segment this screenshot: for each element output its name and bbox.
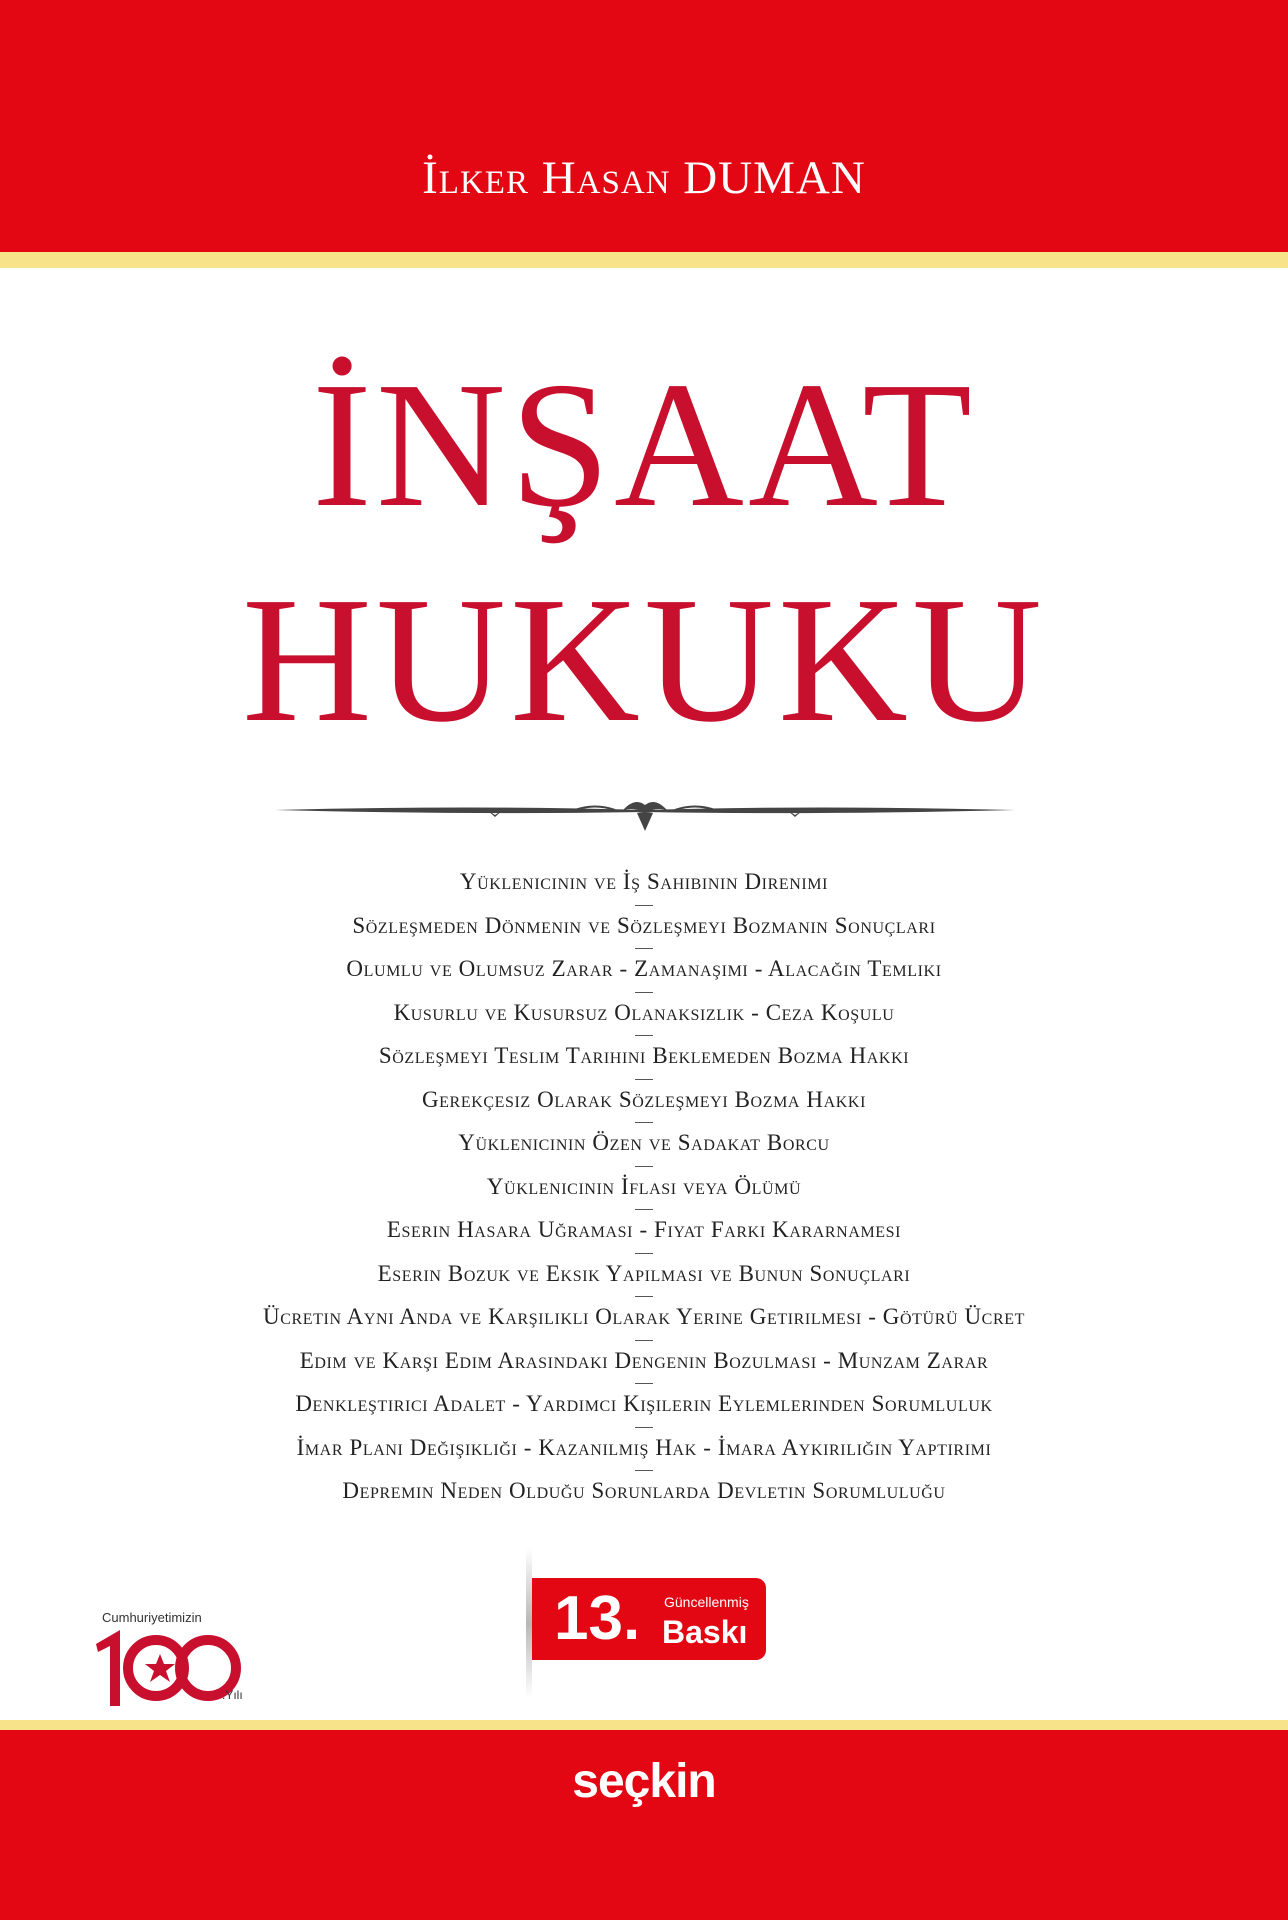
topic-item: [190, 912, 1098, 956]
topic-text: Yüklenicinin Özen ve Sadakat Borcu: [458, 1130, 830, 1155]
topic-item: [190, 1390, 1098, 1434]
topic-item: [190, 1477, 1098, 1521]
topic-separator: [635, 1035, 653, 1036]
topic-item: [190, 955, 1098, 999]
topic-list: [190, 868, 1098, 1521]
topic-text: Kusurlu ve Kusursuz Olanaksızlık - Ceza Koşulu: [393, 999, 895, 1025]
topic-item: [190, 868, 1098, 912]
topic-text: İmar Planı Değişikliği - Kazanılmış Hak - İmara Aykırılığın Yaptırımı: [296, 1434, 992, 1460]
topic-separator: [635, 1427, 653, 1428]
topic-text: Sözleşmeden Dönmenin ve Sözleşmeyi Bozmanın Sonuçları: [352, 912, 936, 938]
topic-separator: [635, 1166, 653, 1167]
edition-label: Baskı: [662, 1614, 748, 1650]
topic-separator: [635, 948, 653, 949]
republic-100-logo: [88, 1610, 258, 1720]
topic-item: [190, 1434, 1098, 1478]
topic-text: Depremin Neden Olduğu Sorunlarda Devletin Sorumluluğu: [342, 1478, 946, 1503]
topic-item: [190, 1173, 1098, 1217]
top-red-band: [0, 0, 1288, 252]
topic-text: Ücretin Aynı Anda ve Karşılıklı Olarak Yerine Getirilmesi - Götürü Ücret: [263, 1304, 1025, 1329]
topic-text: Yüklenicinin İflası veya Ölümü: [486, 1173, 802, 1199]
edition-qualifier: Güncellenmiş: [664, 1594, 749, 1610]
topic-item: [190, 999, 1098, 1043]
topic-separator: [635, 1383, 653, 1384]
bottom-yellow-stripe: [0, 1720, 1288, 1730]
publisher-logo: seçkin: [572, 1755, 716, 1808]
anniversary-bottom-text: .Yılı: [222, 1688, 243, 1702]
edition-box: [532, 1578, 766, 1660]
topic-text: Sözleşmeyi Teslim Tarihini Beklemeden Bozma Hakkı: [378, 1043, 910, 1068]
author-name: İlker Hasan DUMAN: [422, 152, 866, 204]
topic-separator: [635, 992, 653, 993]
top-yellow-stripe: [0, 252, 1288, 268]
topic-item: [190, 1303, 1098, 1347]
edition-badge: [526, 1578, 766, 1660]
topic-item: [190, 1086, 1098, 1130]
topic-text: Eserin Bozuk ve Eksik Yapılması ve Bunun Sonuçları: [377, 1260, 911, 1286]
topic-item: [190, 1216, 1098, 1260]
topic-separator: [635, 1296, 653, 1297]
topic-item: [190, 1347, 1098, 1391]
book-title-line-1: İNŞAAT: [311, 345, 977, 544]
topic-separator: [635, 1253, 653, 1254]
book-title-line-2: HUKUKU: [242, 560, 1046, 759]
edition-number: 13.: [554, 1584, 641, 1653]
topic-item: [190, 1042, 1098, 1086]
topic-text: Edim ve Karşı Edim Arasındaki Dengenin Bozulması - Munzam Zarar: [299, 1347, 989, 1373]
topic-text: Denkleştirici Adalet - Yardımcı Kişilerin Eylemlerinden Sorumluluk: [295, 1391, 993, 1416]
topic-text: Olumlu ve Olumsuz Zarar - Zamanaşımı - Alacağın Temliki: [346, 956, 942, 981]
topic-separator: [635, 905, 653, 906]
topic-separator: [635, 1122, 653, 1123]
topic-separator: [635, 1340, 653, 1341]
topic-text: Gerekçesiz Olarak Sözleşmeyi Bozma Hakkı: [421, 1086, 867, 1112]
anniversary-top-text: Cumhuriyetimizin: [102, 1610, 202, 1625]
topic-separator: [635, 1470, 653, 1471]
topic-item: [190, 1129, 1098, 1173]
topic-separator: [635, 1209, 653, 1210]
topic-item: [190, 1260, 1098, 1304]
ornament-divider: [275, 795, 1015, 843]
topic-separator: [635, 1079, 653, 1080]
topic-text: Eserin Hasara Uğraması - Fiyat Farkı Kararnamesi: [386, 1217, 902, 1242]
topic-text: Yüklenicinin ve İş Sahibinin Direnimi: [459, 869, 829, 894]
